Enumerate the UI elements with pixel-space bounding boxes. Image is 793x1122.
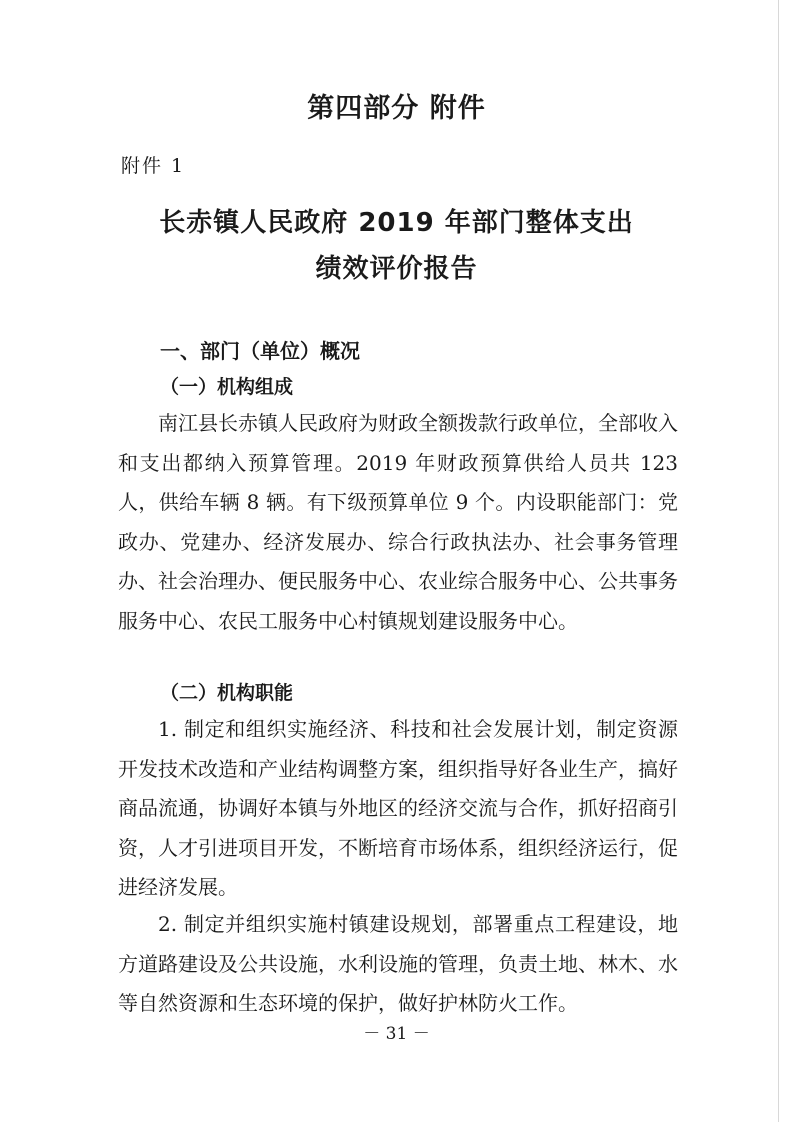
- part-title: 第四部分 附件: [307, 93, 486, 124]
- page-edge-line: [778, 0, 779, 1122]
- paragraph-composition: 南江县长赤镇人民政府为财政全额拨款行政单位，全部收入和支出都纳入预算管理。2019 年财政预算供给人员共 123 人，供给车辆 8 辆。有下级预算单位 9 个。内设职能部门：党政办、党建办、经济发展办、综合行政执法办、社会事务管理办、社会治理办、便民服务中心、农业综合服务中心、公共事务服务中心、农民工服务中心村镇规划建设服务中心。: [118, 411, 678, 633]
- report-title-line-2: 绩效评价报告: [315, 254, 478, 284]
- paragraph-function-2: 2. 制定并组织实施村镇建设规划，部署重点工程建设，地方道路建设及公共设施，水利设施的管理，负责土地、林木、水等自然资源和生态环境的保护，做好护林防火工作。: [118, 912, 678, 1016]
- section-heading: 一、部门（单位）概况: [160, 339, 360, 363]
- paragraph-function-1: 1. 制定和组织实施经济、科技和社会发展计划，制定资源开发技术改造和产业结构调整方案，组织指导好各业生产，搞好商品流通，协调好本镇与外地区的经济交流与合作，抓好招商引资，人才引进项目开发，不断培育市场体系，组织经济运行，促进经济发展。: [118, 717, 678, 900]
- attachment-label: 附件 1: [121, 155, 186, 177]
- subsection-heading-functions: （二）机构职能: [160, 682, 294, 704]
- page-number: － 31 －: [363, 1024, 430, 1044]
- report-title-line-1: 长赤镇人民政府 2019 年部门整体支出: [159, 208, 634, 238]
- subsection-heading-composition: （一）机构组成: [160, 376, 294, 398]
